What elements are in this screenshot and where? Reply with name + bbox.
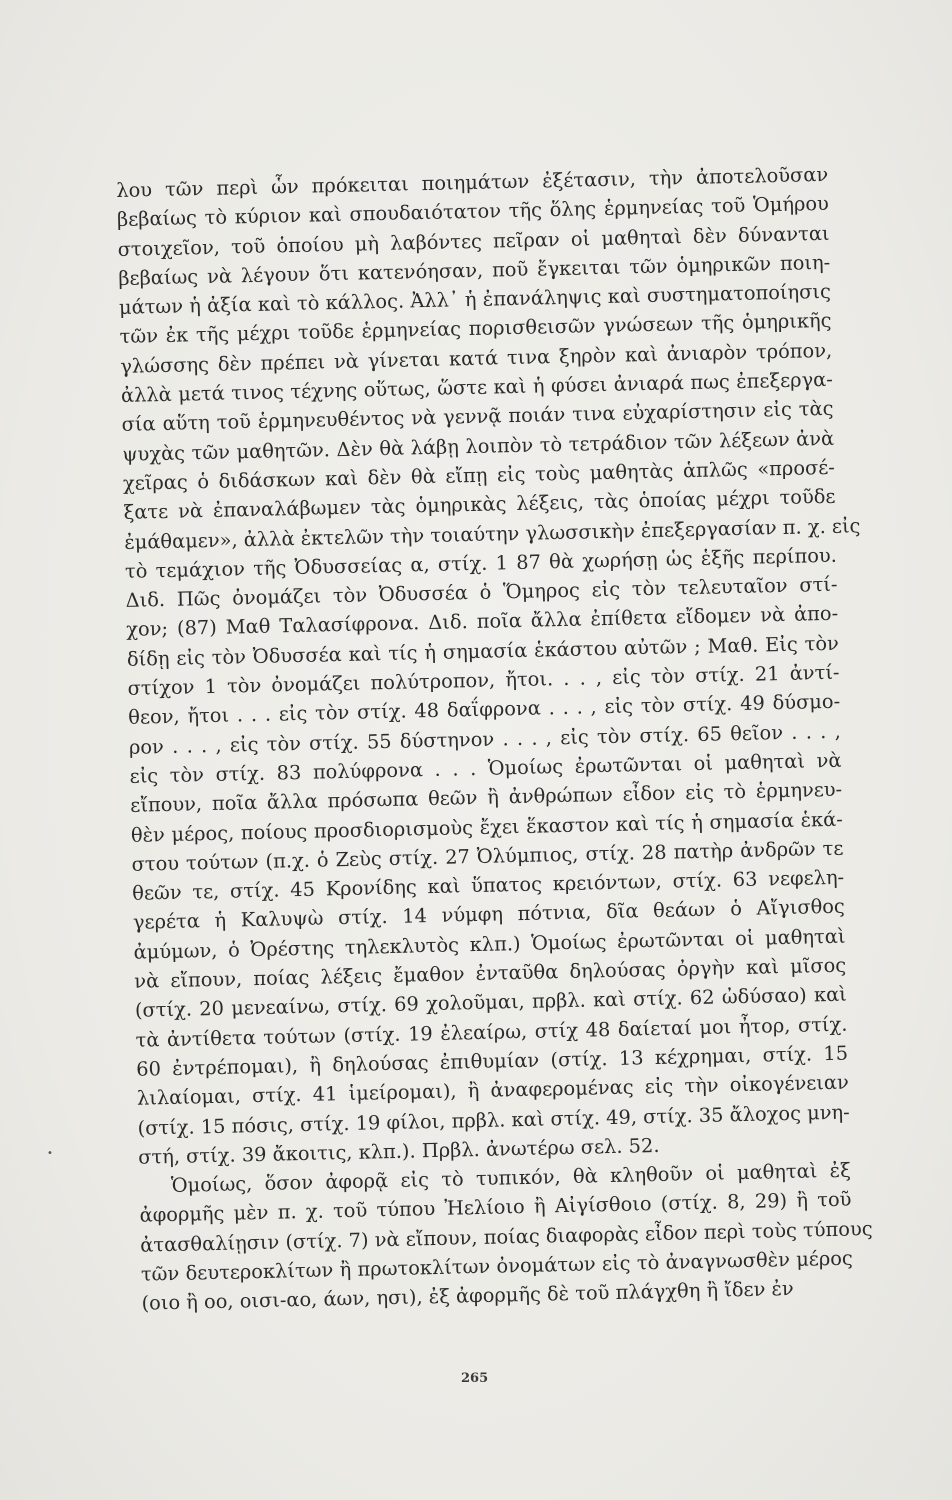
text-line: ἀτασθαλίῃσιν (στίχ. 7) νὰ εἴπουν, ποίας διαφορὰς εἶδον περὶ τοὺς τύπους bbox=[139, 1216, 873, 1257]
text-line: Διδ. Πῶς ὀνομάζει τὸν Ὀδυσσέα ὁ Ὅμηρος εἰς τὸν τελευταῖον στί- bbox=[125, 572, 838, 613]
text-line: ἐμάθαμεν», ἀλλὰ ἐκτελῶν τὴν τοιαύτην γλωσσικὴν ἐπεξεργασίαν π. χ. εἰς bbox=[124, 513, 861, 554]
text-line: 60 ἐντρέπομαι), ἢ δηλούσας ἐπιθυμίαν (στίχ. 13 κέχρημαι, στίχ. 15 bbox=[136, 1041, 849, 1081]
text-line: θὲν μέρος, ποίους προσδιορισμοὺς ἔχει ἕκαστον καὶ τίς ἡ σημασία ἑκά- bbox=[130, 807, 844, 847]
text-line: Ὁμοίως, ὅσον ἀφορᾷ εἰς τὸ τυπικόν, θὰ κληθοῦν οἱ μαθηταὶ ἐξ bbox=[170, 1158, 852, 1198]
text-line: λου τῶν περὶ ὧν πρόκειται ποιημάτων ἐξέτασιν, τὴν ἀποτελοῦσαν bbox=[116, 162, 829, 202]
text-line: μάτων ἡ ἀξία καὶ τὸ κάλλος. Ἀλλ᾽ ἡ ἐπανάληψις καὶ συστηματοποίησις bbox=[118, 280, 832, 320]
text-line: εἴπουν, ποῖα ἄλλα πρόσωπα θεῶν ἢ ἀνθρώπων εἶδον εἰς τὸ ἑρμηνευ- bbox=[130, 777, 843, 818]
text-line: στου τούτων (π.χ. ὁ Ζεὺς στίχ. 27 Ὀλύμπιος, στίχ. 28 πατὴρ ἀνδρῶν τε bbox=[131, 836, 844, 876]
text-line: γερέτα ἡ Καλυψὼ στίχ. 14 νύμφη πότνια, δῖα θεάων ὁ Αἴγισθος bbox=[132, 895, 846, 935]
text-line: βεβαίως τὸ κύριον καὶ σπουδαιότατον τῆς ὅλης ἑρμηνείας τοῦ Ὁμήρου bbox=[116, 192, 830, 232]
text-line: ἀφορμῆς μὲν π. χ. τοῦ τύπου Ἠελίοιο ἢ Αἰγίσθοιο (στίχ. 8, 29) ἢ τοῦ bbox=[139, 1187, 852, 1228]
text-line: λιλαίομαι, στίχ. 41 ἱμείρομαι), ἢ ἀναφερομένας εἰς τὴν οἰκογένειαν bbox=[136, 1070, 850, 1110]
text-line: δίδῃ εἰς τὸν Ὀδυσσέα καὶ τίς ἡ σημασία ἑκάστου αὐτῶν ; Μαθ. Εἰς τὸν bbox=[126, 631, 840, 671]
text-line: τὸ τεμάχιον τῆς Ὀδυσσείας α, στίχ. 1 87 θὰ χωρήσῃ ὡς ἑξῆς περίπου. bbox=[124, 543, 838, 583]
text-line: στίχον 1 τὸν ὀνομάζει πολύτροπον, ἤτοι. . . , εἰς τὸν στίχ. 21 ἀντί- bbox=[127, 660, 840, 700]
margin-mark: • bbox=[47, 1148, 53, 1159]
text-line: ρον . . . , εἰς τὸν στίχ. 55 δύστηνον . . . , εἰς τὸν στίχ. 65 θεῖον . . . , bbox=[128, 719, 842, 759]
text-line: χον; (87) Μαθ Ταλασίφρονα. Διδ. ποῖα ἄλλα ἐπίθετα εἴδομεν νὰ ἀπο- bbox=[126, 602, 839, 642]
text-line: γλώσσης δὲν πρέπει νὰ γίνεται κατά τινα ξηρὸν καὶ ἀνιαρὸν τρόπον, bbox=[120, 338, 833, 378]
text-line: στοιχεῖον, τοῦ ὁποίου μὴ λαβόντες πεῖραν οἱ μαθηταὶ δὲν δύνανται bbox=[117, 221, 830, 261]
text-line: σία αὕτη τοῦ ἑρμηνευθέντος νὰ γεννᾷ ποιάν τινα εὐχαρίστησιν εἰς τὰς bbox=[121, 397, 834, 437]
text-line: ἀμύμων, ὁ Ὀρέστης τηλεκλυτὸς κλπ.) Ὁμοίως ἐρωτῶνται οἱ μαθηταὶ bbox=[133, 924, 846, 964]
body-text bbox=[116, 160, 873, 1318]
text-line: τῶν ἐκ τῆς μέχρι τοῦδε ἑρμηνείας πορισθεισῶν γνώσεων τῆς ὁμηρικῆς bbox=[119, 309, 832, 349]
text-line: (οιο ἢ οο, οισι-αο, άων, ησι), ἐξ ἀφορμῆς δὲ τοῦ πλάγχθη ἢ ἴδεν ἐν bbox=[141, 1277, 794, 1315]
text-line: βεβαίως νὰ λέγουν ὅτι κατενόησαν, ποῦ ἔγκειται τῶν ὁμηρικῶν ποιη- bbox=[118, 250, 831, 290]
text-line: ἀλλὰ μετά τινος τέχνης οὕτως, ὥστε καὶ ἡ φύσει ἀνιαρά πως ἐπεξεργα- bbox=[120, 367, 834, 408]
text-line: (στίχ. 20 μενεαίνω, στίχ. 69 χολοῦμαι, πρβλ. καὶ στίχ. 62 ὠδύσαο) καὶ bbox=[134, 982, 848, 1023]
text-line: ξατε νὰ ἐπαναλάβωμεν τὰς ὁμηρικὰς λέξεις, τὰς ὁποίας μέχρι τοῦδε bbox=[123, 485, 836, 525]
text-line: εἰς τὸν στίχ. 83 πολύφρονα . . . Ὁμοίως ἐρωτῶνται οἱ μαθηταὶ νὰ bbox=[129, 748, 842, 788]
text-line: νὰ εἴπουν, ποίας λέξεις ἔμαθον ἐνταῦθα δηλούσας ὀργὴν καὶ μῖσος bbox=[134, 953, 847, 993]
text-line: θεον, ἤτοι . . . εἰς τὸν στίχ. 48 δαΐφρονα . . . , εἰς τὸν στίχ. 49 δύσμο- bbox=[128, 690, 841, 730]
text-line: τῶν δευτεροκλίτων ἢ πρωτοκλίτων ὀνομάτων εἰς τὸ ἀναγνωσθὲν μέρος bbox=[140, 1246, 853, 1286]
text-line: στή, στίχ. 39 ἄκοιτις, κλπ.). Πρβλ. ἀνωτέρω σελ. 52. bbox=[138, 1133, 660, 1169]
text-line: (στίχ. 15 πόσις, στίχ. 19 φίλοι, πρβλ. καὶ στίχ. 49, στίχ. 35 ἄλοχος μνη- bbox=[137, 1100, 850, 1140]
text-line: χεῖρας ὁ διδάσκων καὶ δὲν θὰ εἴπῃ εἰς τοὺς μαθητὰς ἁπλῶς «προσέ- bbox=[122, 455, 836, 495]
text-line: τὰ ἀντίθετα τούτων (στίχ. 19 ἐλεαίρω, στίχ 48 δαίεταί μοι ἦτορ, στίχ. bbox=[135, 1012, 848, 1052]
text-line: ψυχὰς τῶν μαθητῶν. Δὲν θὰ λάβῃ λοιπὸν τὸ τετράδιον τῶν λέξεων ἀνὰ bbox=[122, 426, 835, 466]
text-line: θεῶν τε, στίχ. 45 Κρονίδης καὶ ὕπατος κρειόντων, στίχ. 63 νεφελη- bbox=[132, 865, 845, 905]
page-number: 265 bbox=[461, 1371, 489, 1386]
